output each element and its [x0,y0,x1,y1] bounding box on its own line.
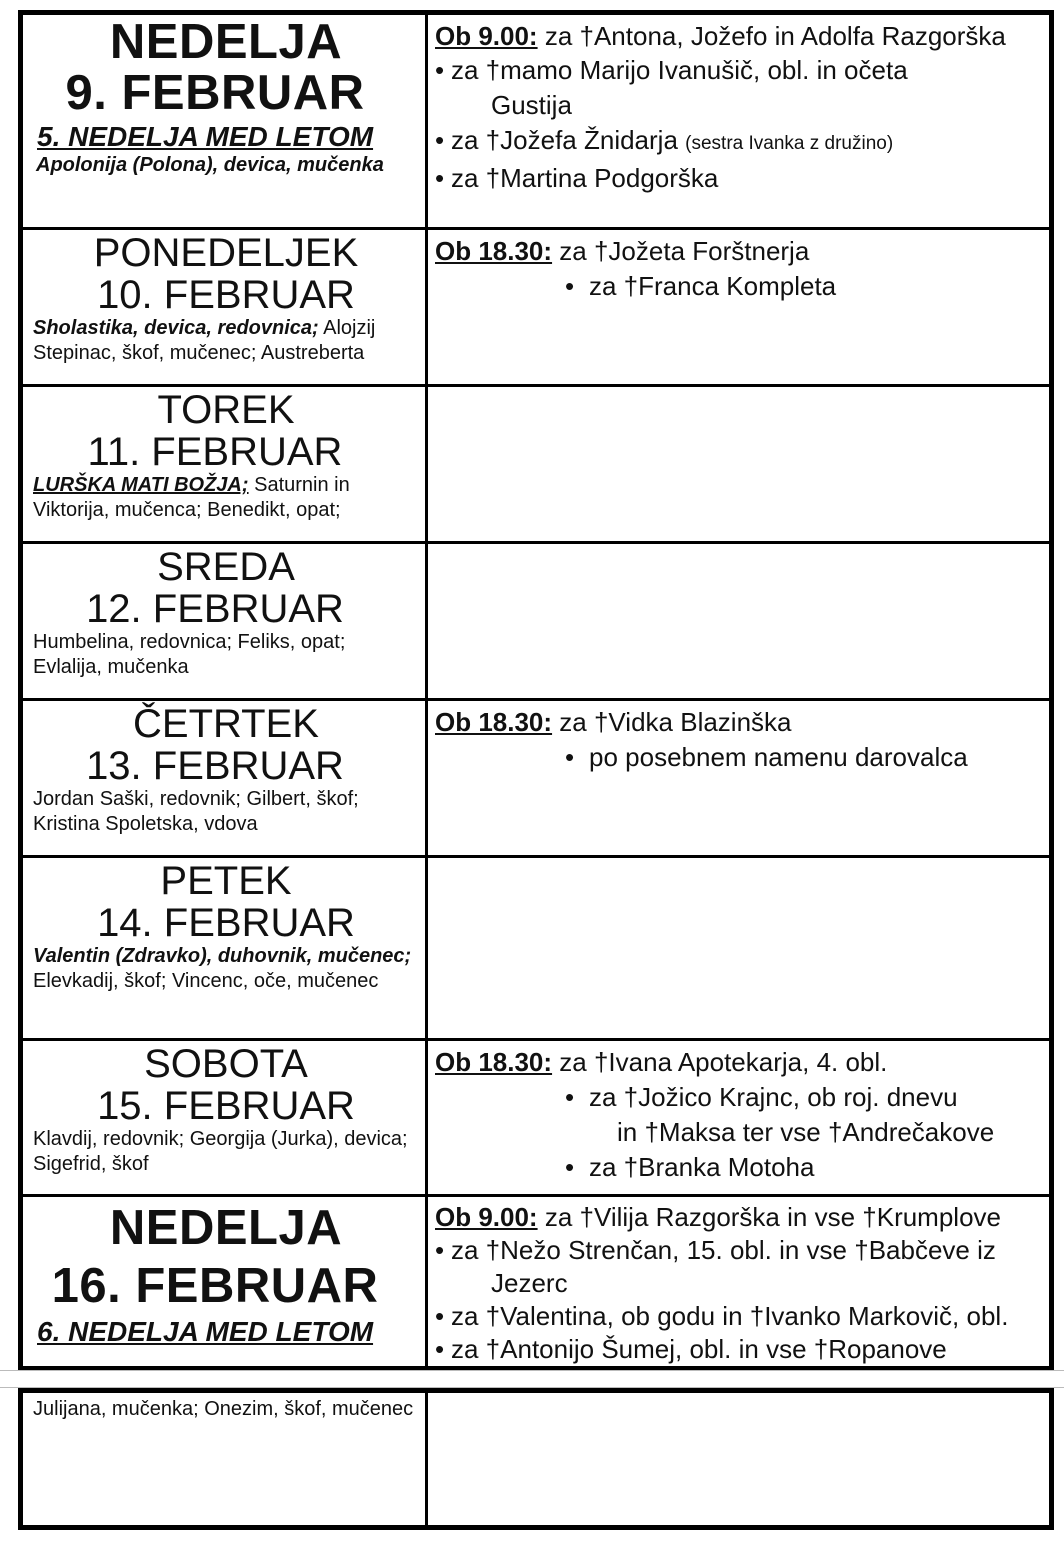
day-name: PETEK [160,859,292,903]
day-date: 10. FEBRUAR [97,273,355,317]
intention-first: Ob 18.30: za †Jožeta Forštnerja [435,236,810,266]
day-name: TOREK [157,388,295,432]
intentions-cell [427,543,1052,700]
intention-item: • za †Nežo Strenčan, 15. obl. in vse †Babčeve iz [435,1235,996,1265]
day-cell [21,229,427,386]
day-row-tuesday [21,386,1052,543]
day-cell [21,857,427,1040]
day-row-sunday-16 [21,1196,1052,1369]
intention-continuation: in †Maksa ter vse †Andrečakove [617,1117,995,1147]
page-break [0,1370,1064,1388]
intention-item: • za †Antonijo Šumej, obl. in vse †Ropanove [435,1334,947,1364]
day-row-saturday [21,1040,1052,1196]
saints-text: Sholastika, devica, redovnica; Alojzij Stepinac, škof, mučenec; Austreberta [33,317,376,364]
intention-item: • za †Valentina, ob godu in †Ivanko Markovič, obl. [435,1301,1009,1331]
saints-text: Klavdij, redovnik; Georgija (Jurka), devica; Sigefrid, škof [33,1128,408,1175]
day-row-thursday [21,700,1052,857]
day-cell [21,1040,427,1196]
day-date: 12. FEBRUAR [86,587,344,631]
day-cell [21,700,427,857]
intention-first: Ob 18.30: za †Vidka Blazinška [435,707,792,737]
day-row-wednesday [21,543,1052,700]
mass-intentions [435,234,1043,304]
continuation-row [21,1391,1052,1528]
day-row-sunday-9 [21,13,1052,229]
mass-time: Ob 18.30: [435,236,553,266]
intentions-cell [427,1196,1052,1369]
day-date: 11. FEBRUAR [87,430,343,474]
liturgical-title: 6. NEDELJA MED LETOM [37,1316,374,1347]
intentions-cell [427,857,1052,1040]
mass-time: Ob 9.00: [435,1202,538,1232]
mass-intentions [435,19,1043,196]
mass-intentions [435,1045,1043,1185]
intention-item: • za †Martina Podgorška [435,163,719,193]
intentions-cell [427,386,1052,543]
intention-item: • za †mamo Marijo Ivanušič, obl. in očeta [435,55,908,85]
day-name: ČETRTEK [133,702,319,746]
saints-text: Jordan Saški, redovnik; Gilbert, škof; Kristina Spoletska, vdova [33,788,359,835]
day-date: 9. FEBRUAR [65,66,365,121]
intention-first: Ob 9.00: za †Vilija Razgorška in vse †Krumplove [435,1202,1001,1232]
saints-text: Apolonija (Polona), devica, mučenka [36,154,384,177]
mass-time: Ob 18.30: [435,707,553,737]
day-name: NEDELJA [109,15,343,69]
day-name: NEDELJA [109,1201,343,1255]
page-break-line [0,1370,1064,1371]
intention-continuation: Jezerc [491,1268,568,1298]
intention-item: • za †Jožefa Žnidarja (sestra Ivanka z družino) [435,125,894,155]
day-cell [21,1196,427,1369]
day-date: 14. FEBRUAR [97,901,355,945]
day-row-friday [21,857,1052,1040]
liturgical-title: 5. NEDELJA MED LETOM [37,120,374,152]
intentions-cell [427,700,1052,857]
day-cell [21,386,427,543]
intentions-cell [427,1391,1052,1528]
mass-schedule-table [18,10,1054,1371]
intention-item: • za †Branka Motoha [565,1152,815,1182]
mass-intentions [435,705,1043,775]
day-date: 16. FEBRUAR [51,1259,379,1313]
day-date: 13. FEBRUAR [86,744,344,788]
intention-first: Ob 9.00: za †Antona, Jožefo in Adolfa Razgorška [435,21,1006,51]
intentions-cell [427,1040,1052,1196]
intention-item: • za †Jožico Krajnc, ob roj. dnevu [565,1082,958,1112]
day-cell [21,543,427,700]
day-name: PONEDELJEK [93,231,359,275]
mass-time: Ob 9.00: [435,21,538,51]
mass-schedule-continuation [18,1388,1054,1530]
intentions-cell [427,13,1052,229]
day-name: SOBOTA [144,1042,308,1086]
intention-item: • za †Franca Kompleta [565,271,837,301]
saints-text: LURŠKA MATI BOŽJA; Saturnin in Viktorija, mučenca; Benedikt, opat; [33,474,350,521]
day-name: SREDA [157,545,295,589]
day-date: 15. FEBRUAR [97,1084,355,1128]
day-cell [21,1391,427,1528]
day-row-monday [21,229,1052,386]
saints-text: Valentin (Zdravko), duhovnik, mučenec; Elevkadij, škof; Vincenc, oče, mučenec [33,945,412,992]
intentions-cell [427,229,1052,386]
intention-continuation: Gustija [491,90,572,120]
saints-text: Julijana, mučenka; Onezim, škof, mučenec [33,1398,414,1420]
intention-first: Ob 18.30: za †Ivana Apotekarja, 4. obl. [435,1047,888,1077]
mass-intentions [435,1201,1043,1366]
intention-item: • po posebnem namenu darovalca [565,742,968,772]
saints-text: Humbelina, redovnica; Feliks, opat; Evlalija, mučenka [33,631,346,678]
mass-time: Ob 18.30: [435,1047,553,1077]
day-cell [21,13,427,229]
